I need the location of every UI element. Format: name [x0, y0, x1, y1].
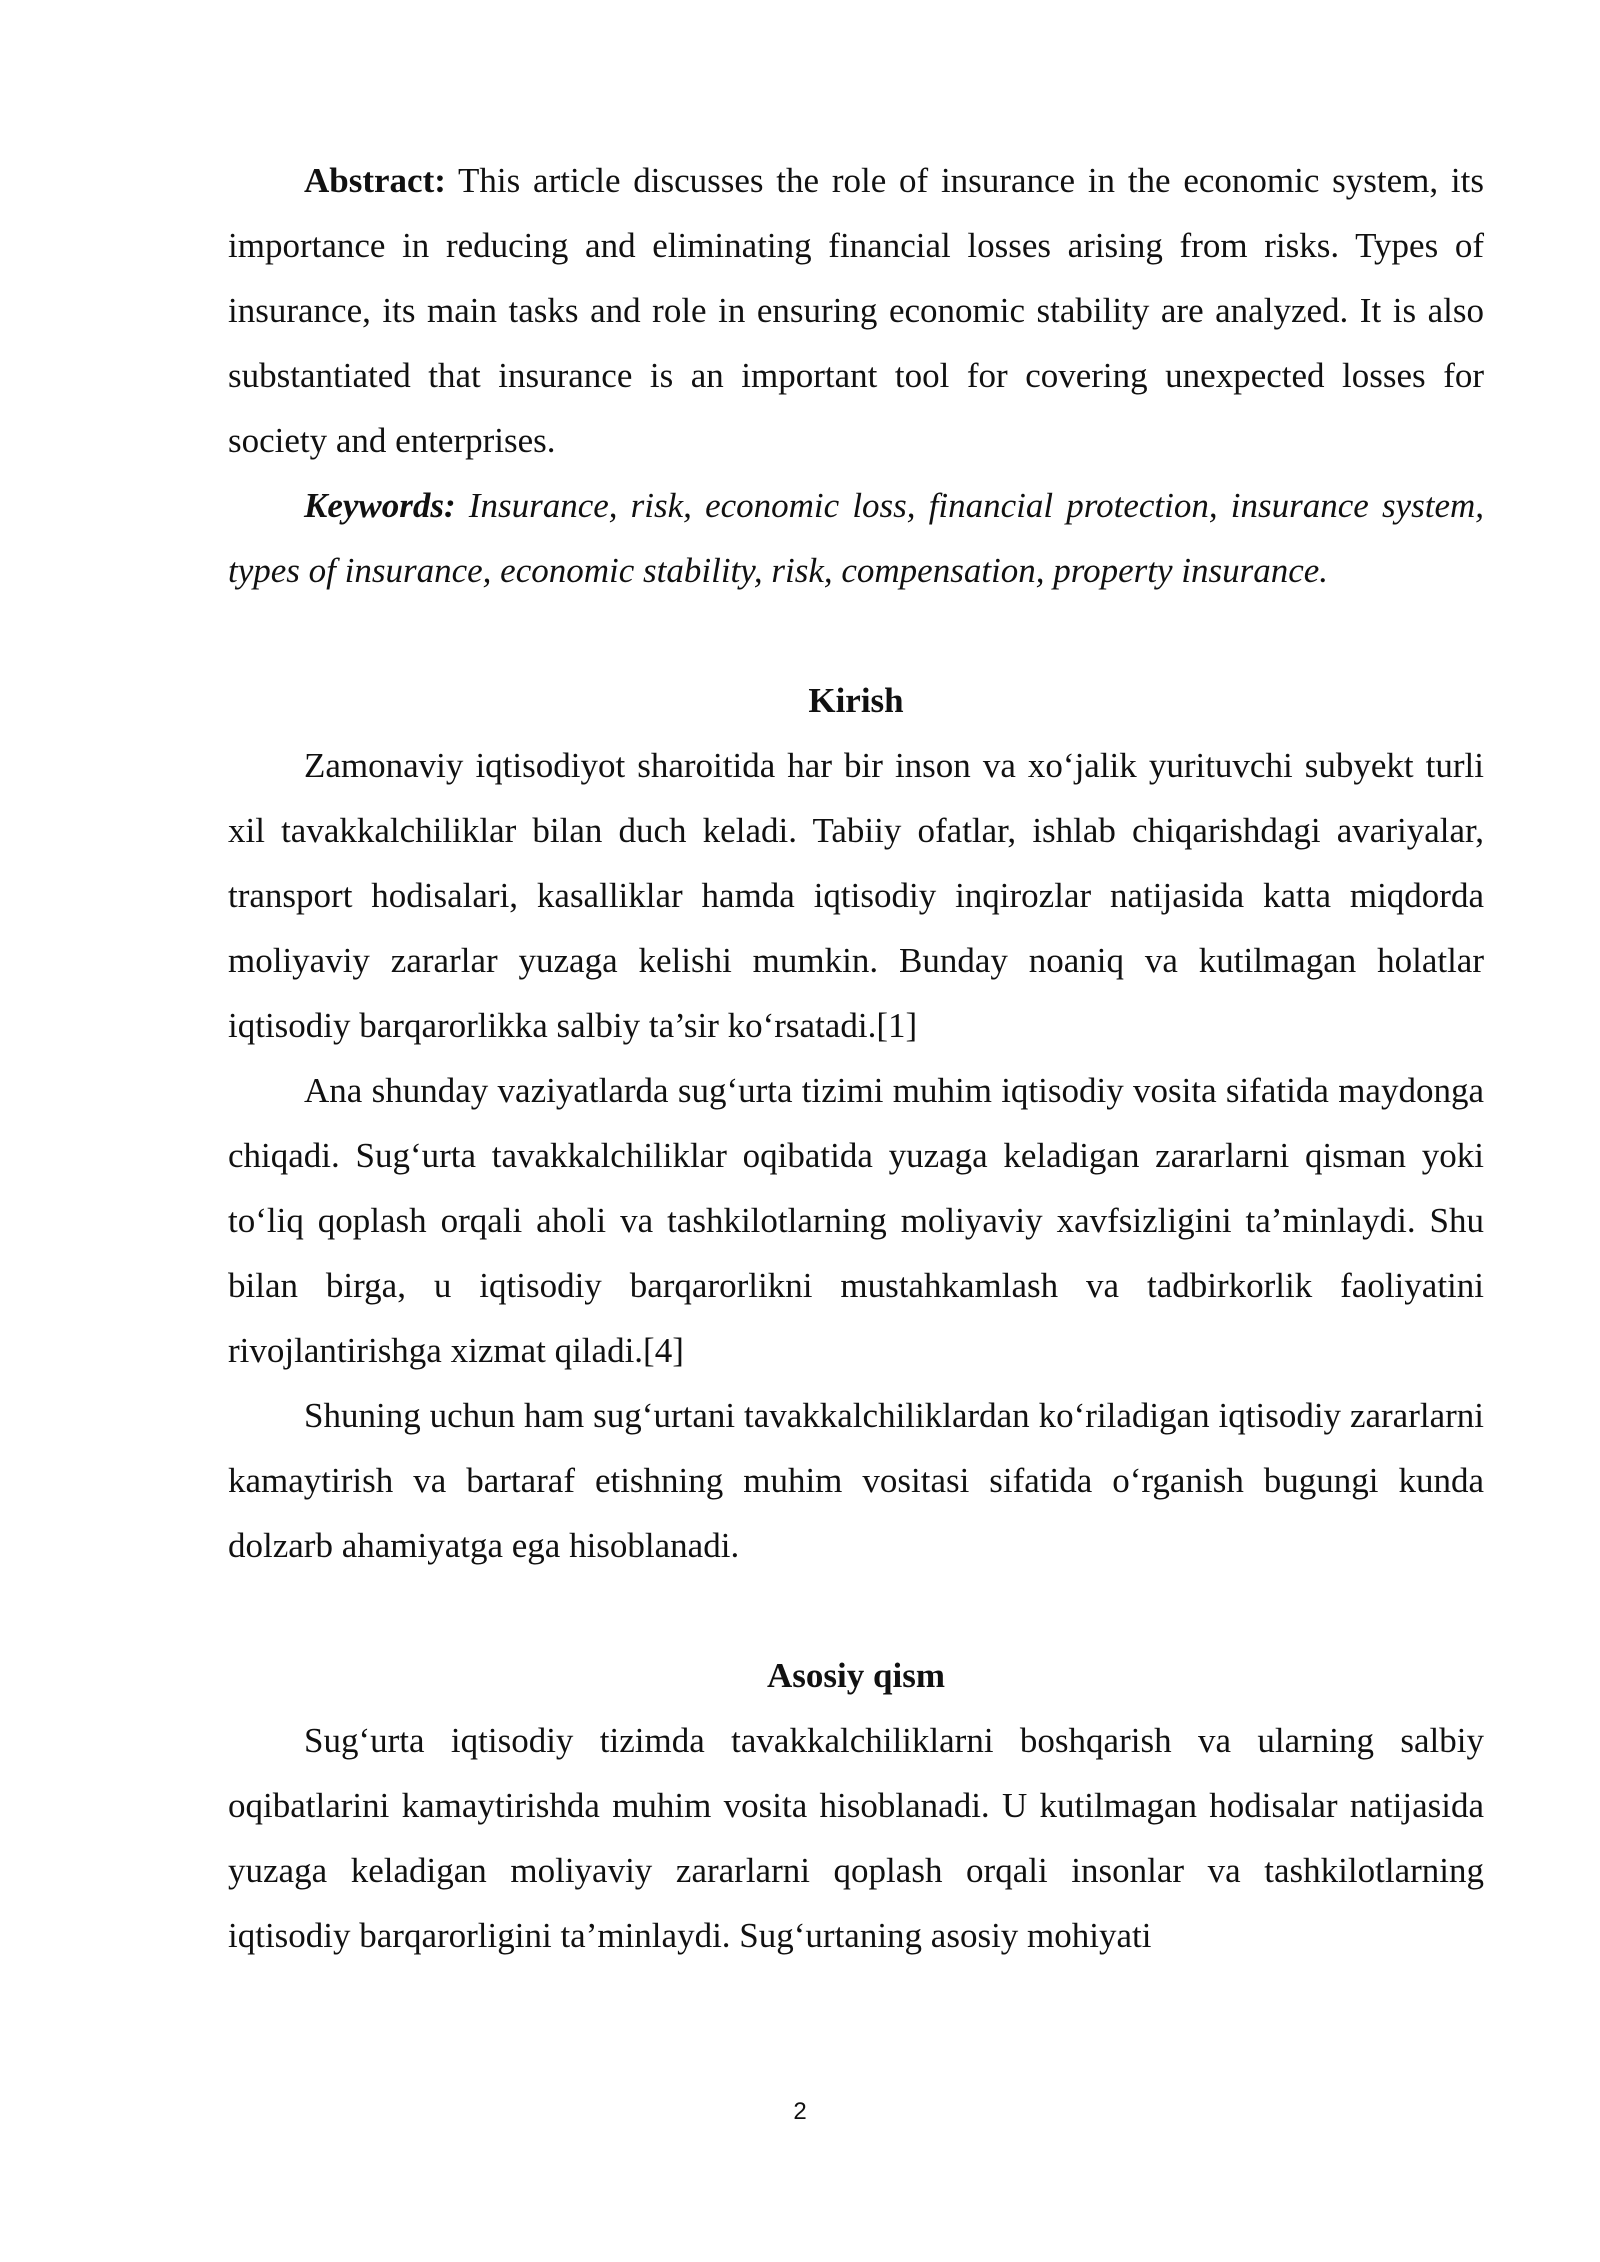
asosiy-qism-paragraph-1: Sug‘urta iqtisodiy tizimda tavakkalchiliklarni boshqarish va ularning salbiy oqibatlarini kamaytirishda muhim vosita hisoblanadi. U kutilmagan hodisalar natijasida yuzaga keladigan moliyaviy zararlarni qoplash orqali insonlar va tashkilotlarning iqtisodiy barqarorligini ta’minlaydi. Sug‘urtaning asosiy mohiyati [228, 1721, 1484, 1955]
keywords-text: Insurance, risk, economic loss, financial protection, insurance system, types of insurance, economic stability, risk, compensation, property insurance. [228, 486, 1484, 590]
section-heading-kirish: Kirish [808, 681, 904, 720]
section-heading-asosiy-qism: Asosiy qism [767, 1656, 945, 1695]
document-page [228, 148, 1484, 1968]
keywords-paragraph [228, 473, 1484, 603]
keywords-label: Keywords: [304, 486, 456, 525]
kirish-paragraph-3: Shuning uchun ham sug‘urtani tavakkalchiliklardan ko‘riladigan iqtisodiy zararlarni kamaytirish va bartaraf etishning muhim vositasi sifatida o‘rganish bugungi kunda dolzarb ahamiyatga ega hisoblanadi. [228, 1396, 1484, 1565]
abstract-paragraph [228, 148, 1484, 473]
abstract-text: This article discusses the role of insurance in the economic system, its importance in reducing and eliminating financial losses arising from risks. Types of insurance, its main tasks and role in ensuring economic stability are analyzed. It is also substantiated that insurance is an important tool for covering unexpected losses for society and enterprises. [228, 161, 1484, 460]
abstract-label: Abstract: [304, 161, 446, 200]
page-number: 2 [793, 2098, 807, 2125]
kirish-paragraph-1: Zamonaviy iqtisodiyot sharoitida har bir inson va xo‘jalik yurituvchi subyekt turli xil tavakkalchiliklar bilan duch keladi. Tabiiy ofatlar, ishlab chiqarishdagi avariyalar, transport hodisalari, kasalliklar hamda iqtisodiy inqirozlar natijasida katta miqdorda moliyaviy zararlar yuzaga kelishi mumkin. Bunday noaniq va kutilmagan holatlar iqtisodiy barqarorlikka salbiy ta’sir ko‘rsatadi.[1] [228, 746, 1484, 1045]
kirish-paragraph-2: Ana shunday vaziyatlarda sug‘urta tizimi muhim iqtisodiy vosita sifatida maydonga chiqadi. Sug‘urta tavakkalchiliklar oqibatida yuzaga keladigan zararlarni qisman yoki to‘liq qoplash orqali aholi va tashkilotlarning moliyaviy xavfsizligini ta’minlaydi. Shu bilan birga, u iqtisodiy barqarorlikni mustahkamlash va tadbirkorlik faoliyatini rivojlantirishga xizmat qiladi.[4] [228, 1071, 1484, 1370]
